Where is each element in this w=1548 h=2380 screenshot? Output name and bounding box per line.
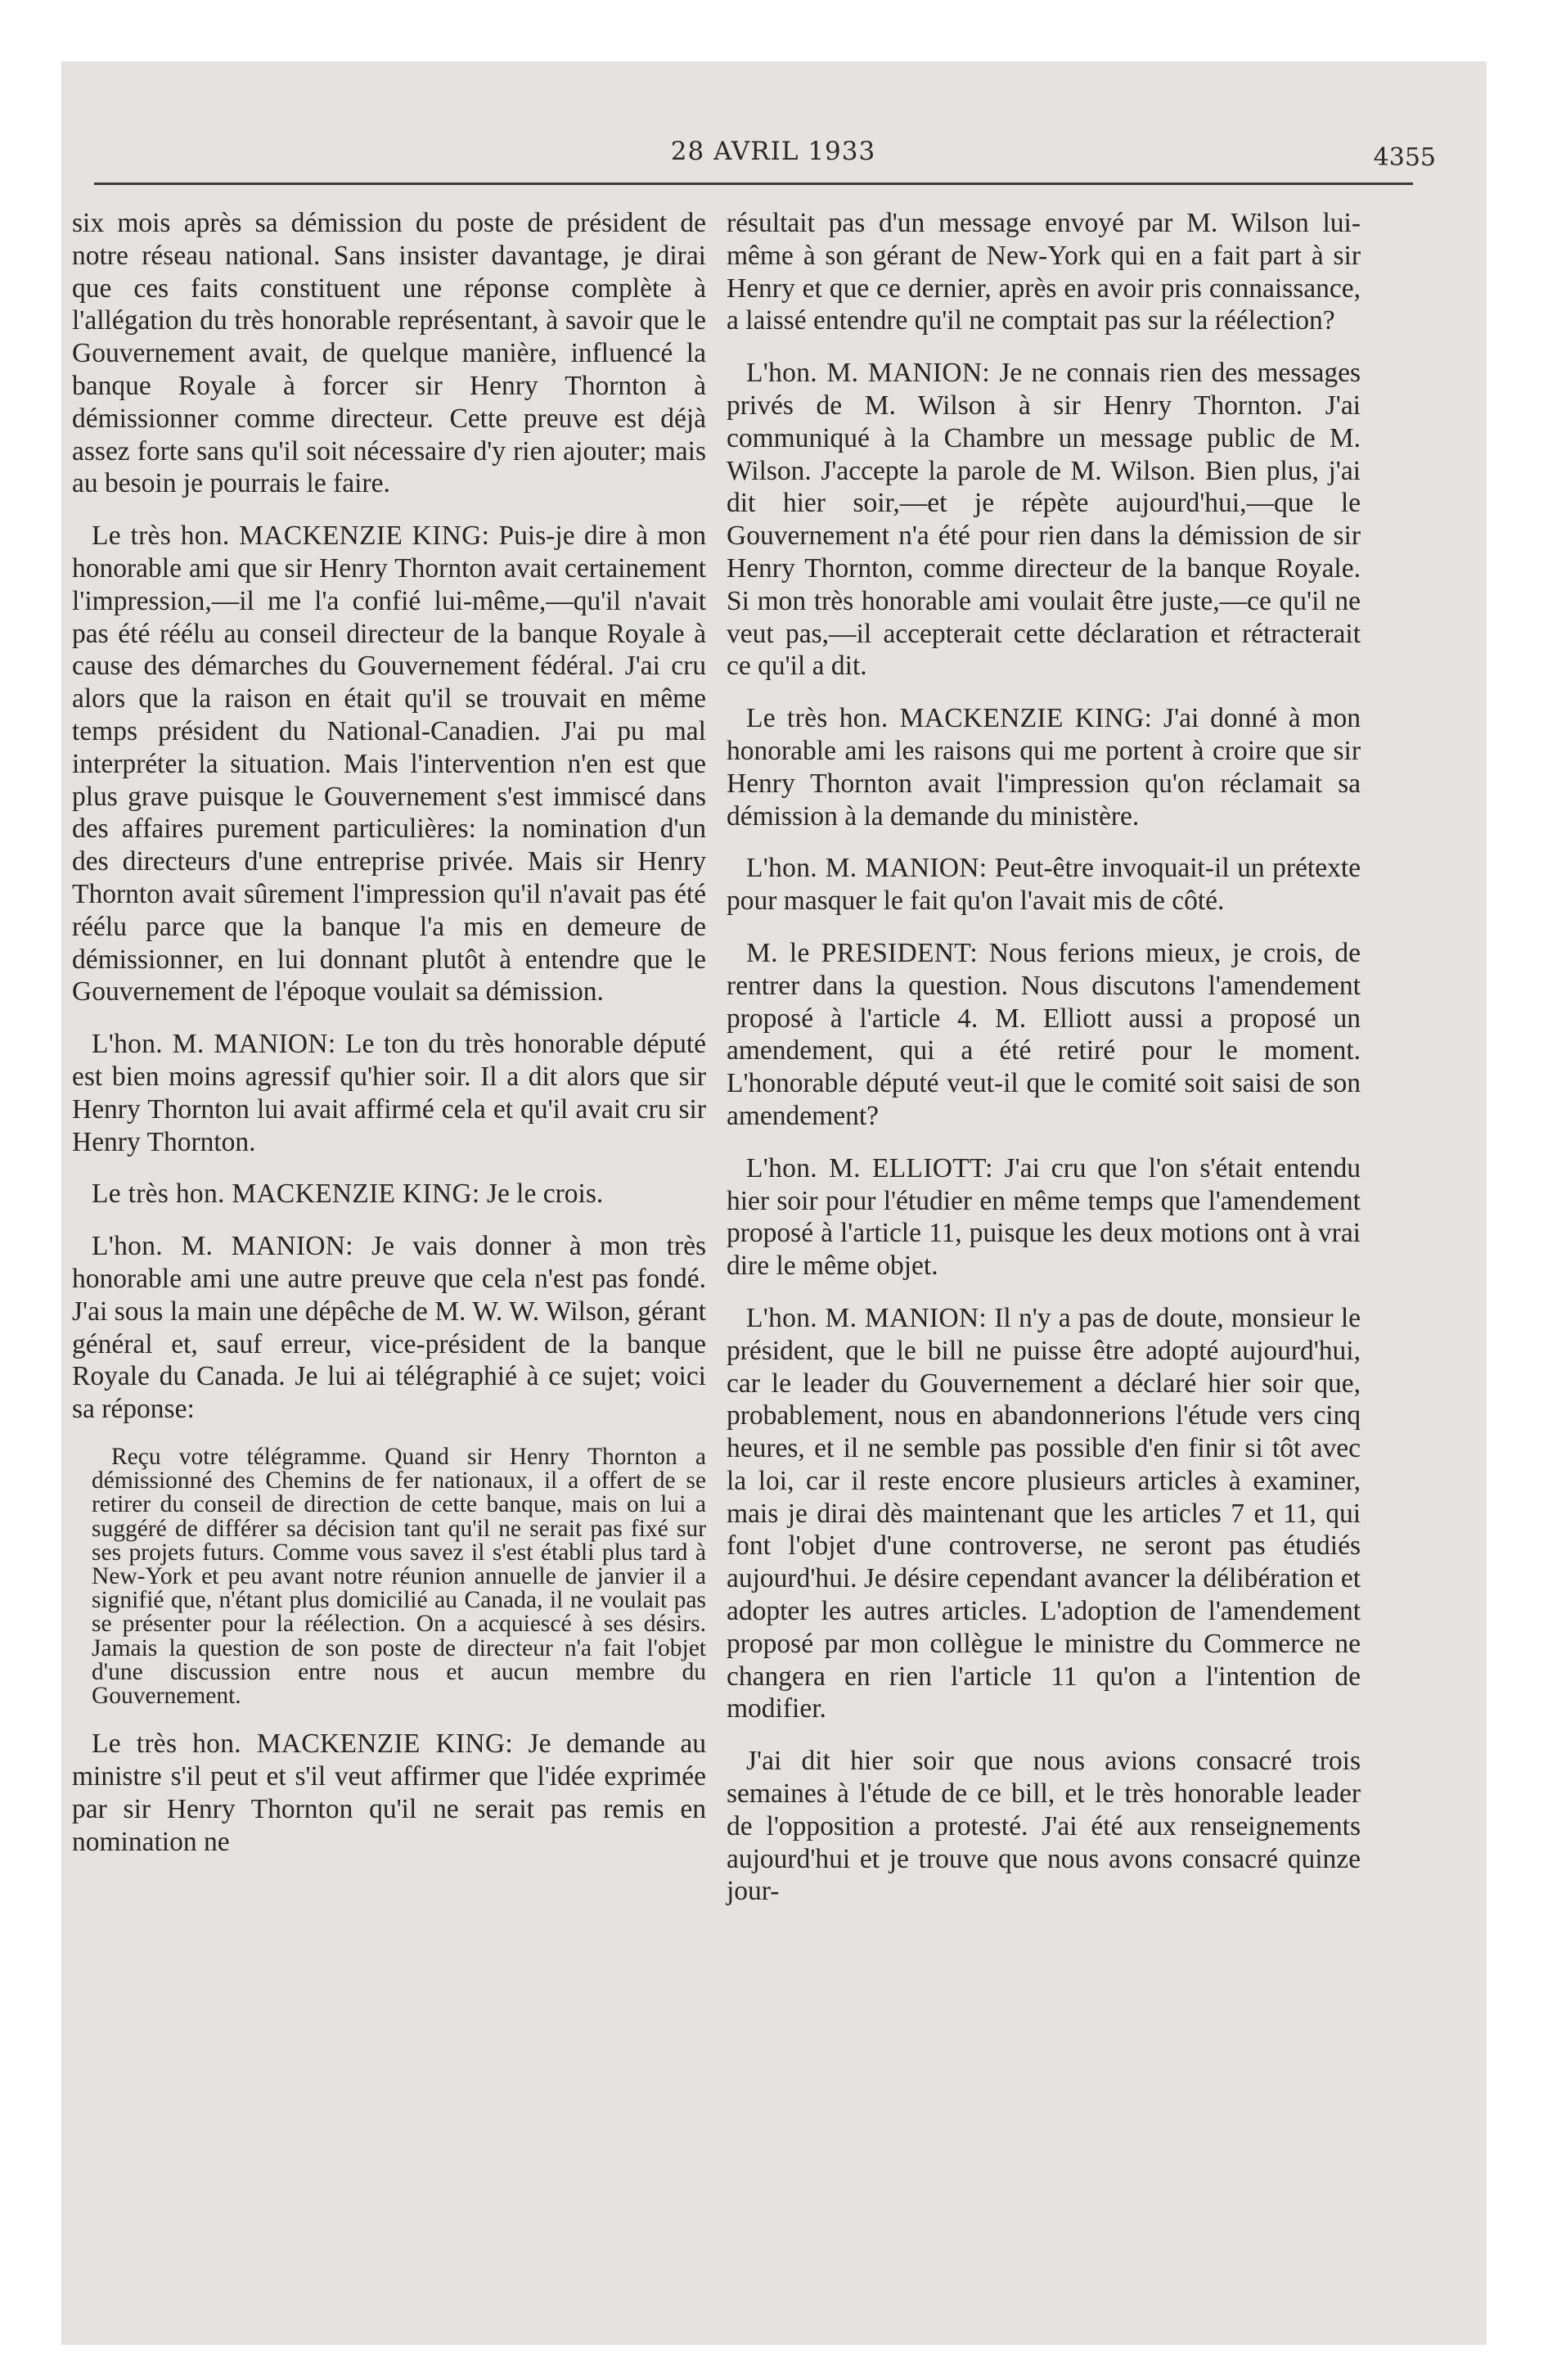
speech-text: Je demande au ministre s'il peut et s'il veut affirmer que l'idée exprimée par sir Henry Thornton qu'il ne serait pas remis en nomination ne xyxy=(72,1729,706,1857)
speech-text: Peut-être invoquait-il un prétexte pour masquer le fait qu'on l'avait mis de côté. xyxy=(727,853,1361,917)
paragraph: J'ai dit hier soir que nous avions consacré trois semaines à l'étude de ce bill, et le très honorable leader de l'opposition a protesté. J'ai été aux renseignements aujourd'hui et je trouve que nous avons consacré quinze jour- xyxy=(727,1746,1361,1907)
speech-text: Je ne connais rien des messages privés de M. Wilson à sir Henry Thornton. J'ai communiqué à la Chambre un message public de M. Wilson. J'accepte la parole de M. Wilson. Bien plus, j'ai dit hier soir,—et je répète aujourd'hui,—que le Gouvernement n'a été pour rien dans la démission de sir Henry Thornton, comme directeur de la banque Royale. Si mon très honorable ami voulait être juste,—ce qu'il ne veut pas,—il accepterait cette déclaration et rétracterait ce qu'il a dit. xyxy=(727,358,1361,682)
speaker-name: L'hon. M. MANION: xyxy=(92,1231,353,1262)
paragraph xyxy=(72,1178,706,1210)
left-column xyxy=(72,207,706,1877)
speaker-name: Le très hon. MACKENZIE KING: xyxy=(746,703,1153,734)
page-number: 4355 xyxy=(1373,143,1436,172)
speaker-name: L'hon. M. MANION: xyxy=(746,1302,987,1333)
speech-text: Je le crois. xyxy=(479,1179,604,1210)
paragraph xyxy=(72,1230,706,1426)
paragraph xyxy=(727,852,1361,917)
speech-text: Nous ferions mieux, je crois, de rentrer dans la question. Nous discutons l'amendement proposé à l'article 4. M. Elliott aussi a proposé un amendement, qui a été retiré pour le moment. L'honorable député veut-il que le comité soit saisi de son amendement? xyxy=(727,937,1361,1131)
speaker-name: M. le PRESIDENT: xyxy=(746,937,978,968)
speech-text: J'ai cru que l'on s'était entendu hier soir pour l'étudier en même temps que l'amendement proposé à l'article 11, puisque les deux motions ont à vrai dire le même objet. xyxy=(727,1152,1361,1282)
speaker-name: L'hon. M. MANION: xyxy=(746,358,991,389)
header-rule xyxy=(94,183,1413,185)
paragraph: résultait pas d'un message envoyé par M. Wilson lui-même à son gérant de New-York qui en a fait part à sir Henry et que ce dernier, après en avoir pris connaissance, a laissé entendre qu'il ne comptait pas sur la réélection? xyxy=(727,208,1361,336)
paragraph xyxy=(727,1302,1361,1725)
paragraph xyxy=(72,520,706,1008)
speaker-name: L'hon. M. ELLIOTT: xyxy=(746,1152,993,1183)
paragraph xyxy=(72,1728,706,1858)
scanned-page xyxy=(61,61,1487,2345)
paragraph xyxy=(72,1028,706,1158)
speech-text: Le ton du très honorable député est bien moins agressif qu'hier soir. Il a dit alors que sir Henry Thornton lui avait affirmé cela et qu'il avait cru sir Henry Thornton. xyxy=(72,1029,707,1157)
telegram-quote: Reçu votre télégramme. Quand sir Henry Thornton a démissionné des Chemins de fer nationaux, il a offert de se retirer du conseil de direction de cette banque, mais on lui a suggéré de différer sa décision tant qu'il ne serait pas fixé sur ses projets futurs. Comme vous savez il s'est établi plus tard à New-York et peu avant notre réunion annuelle de janvier il a signifié que, n'étant plus domicilié au Canada, il ne voulait pas se présenter pour la réélection. On a acquiescé à ses désirs. Jamais la question de son poste de directeur n'a fait l'objet d'une discussion entre nous et aucun membre du Gouvernement. xyxy=(92,1443,706,1709)
speech-text: Je vais donner à mon très honorable ami une autre preuve que cela n'est pas fondé. J'ai sous la main une dépêche de M. W. W. Wilson, gérant général et, sauf erreur, vice-président de la banque Royale du Canada. Je lui ai télégraphié à ce sujet; voici sa réponse: xyxy=(72,1231,706,1425)
paragraph xyxy=(727,357,1361,683)
paragraph xyxy=(727,937,1361,1133)
page-date: 28 AVRIL 1933 xyxy=(670,137,876,166)
paragraph xyxy=(727,1152,1361,1282)
speech-text: J'ai donné à mon honorable ami les raisons qui me portent à croire que sir Henry Thornton avait l'impression qu'on réclamait sa démission à la demande du ministère. xyxy=(727,703,1361,832)
speaker-name: Le très hon. MACKENZIE KING: xyxy=(92,521,490,552)
paragraph xyxy=(727,702,1361,832)
page-header xyxy=(61,61,1487,201)
speaker-name: L'hon. M. MANION: xyxy=(746,853,988,884)
speech-text: Puis-je dire à mon honorable ami que sir Henry Thornton avait certainement l'impression,—il me l'a confié lui-même,—qu'il n'avait pas été réélu au conseil directeur de la banque Royale à cause des démarches du Gouvernement fédéral. J'ai cru alors que la raison en était qu'il se trouvait en même temps président du National-Canadien. J'ai pu mal interpréter la situation. Mais l'intervention n'en est que plus grave puisque le Gouvernement s'est immiscé dans des affaires purement particulières: la nomination d'un des directeurs d'une entreprise privée. Mais sir Henry Thornton avait sûrement l'impression qu'il n'avait pas été réélu parce que la banque l'a mis en demeure de démissionner, en lui donnant plutôt à entendre que le Gouvernement de l'époque voulait sa démission. xyxy=(72,521,706,1007)
speech-text: Il n'y a pas de doute, monsieur le président, que le bill ne puisse être adopté aujourd'hui, car le leader du Gouvernement a déclaré hier soir que, probablement, nous en abandonnerions l'étude vers cinq heures, et il ne semble pas possible d'en finir si tôt avec la loi, car il reste encore plusieurs articles à examiner, mais je dirai dès maintenant que les articles 7 et 11, qui font l'objet d'une controverse, ne seront pas étudiés aujourd'hui. Je désire cependant avancer la délibération et adopter les autres articles. L'adoption de l'amendement proposé par mon collègue le ministre du Commerce ne changera en rien l'article 11 qu'on a l'intention de modifier. xyxy=(727,1302,1361,1724)
right-column xyxy=(727,207,1361,1927)
paragraph: six mois après sa démission du poste de président de notre réseau national. Sans insister davantage, je dirai que ces faits constituent une réponse complète à l'allégation du très honorable représentant, à savoir que le Gouvernement avait, de quelque manière, influencé la banque Royale à forcer sir Henry Thornton à démissionner comme directeur. Cette preuve est déjà assez forte sans qu'il soit nécessaire d'y rien ajouter; mais au besoin je pourrais le faire. xyxy=(72,208,706,499)
speaker-name: Le très hon. MACKENZIE KING: xyxy=(92,1729,514,1760)
speaker-name: Le très hon. MACKENZIE KING: xyxy=(92,1179,480,1210)
speaker-name: L'hon. M. MANION: xyxy=(92,1029,336,1060)
